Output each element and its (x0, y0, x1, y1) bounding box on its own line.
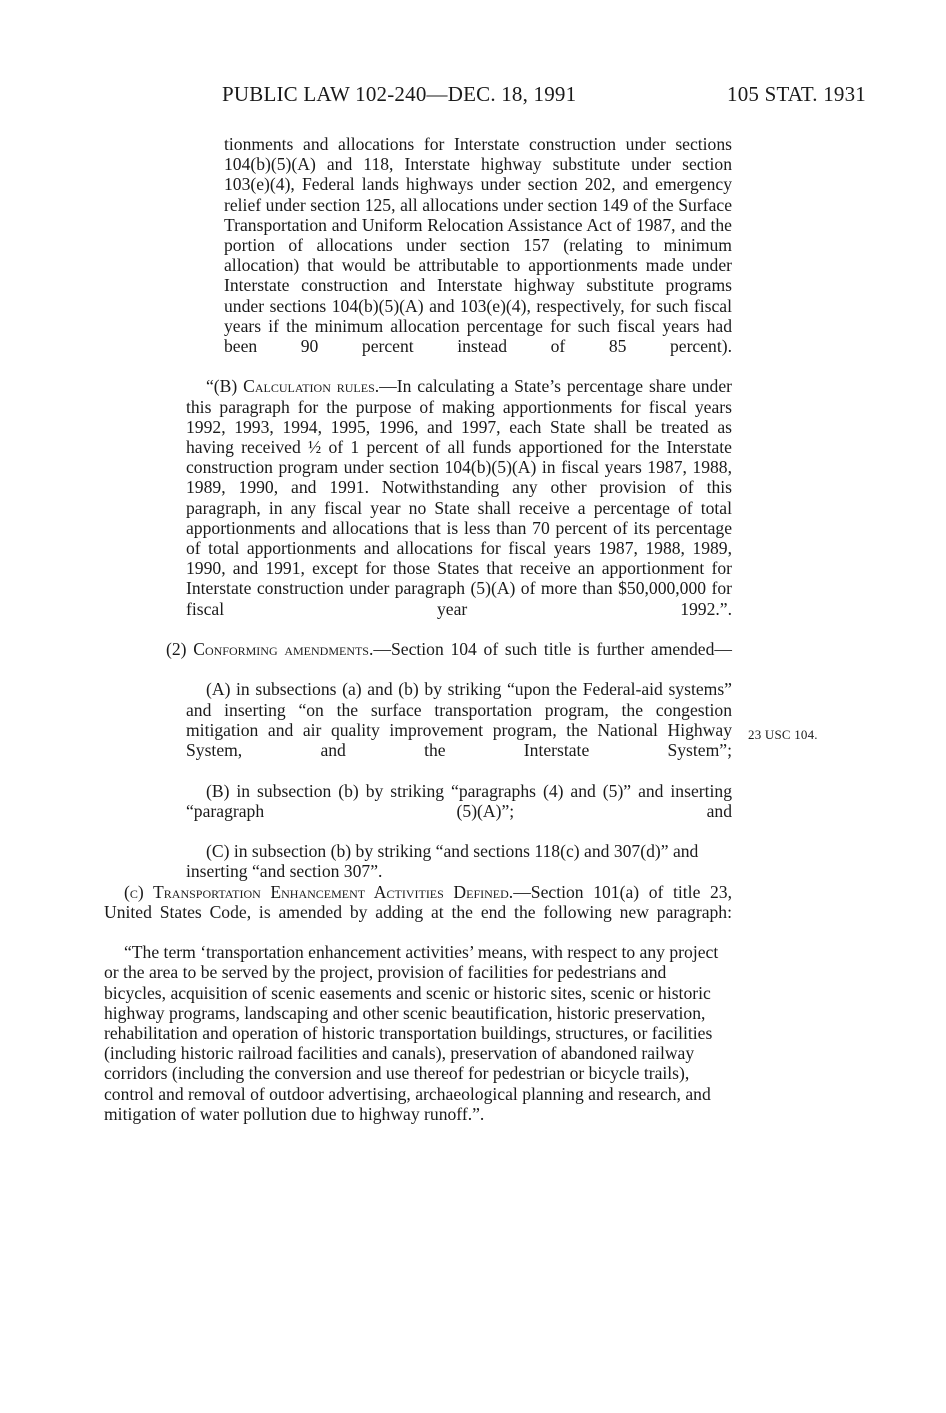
heading-calculation-rules: “(B) Calculation rules. (206, 376, 380, 397)
paragraph-calculation-rules: “(B) Calculation rules.—In calculating a State’s percentage share under this paragraph for the purpose of making apportionments for fiscal years 1992, 1993, 1994, 1995, 1996, and 1997, each State shall be treated as having received ½ of 1 percent of all funds apportioned for the Interstate construction program under section 104(b)(5)(A) in fiscal years 1987, 1988, 1989, 1990, and 1991. Notwithstanding any other provision of this paragraph, in any fiscal year no State shall receive a percentage of total apportionments and allocations that is less than 70 percent of its percentage of total apportionments and allocations for fiscal years 1987, 1988, 1989, 1990, and 1991, except for those States that receive an apportionment for Interstate construction under paragraph (5)(A) of more than $50,000,000 for fiscal year 1992.”. (186, 376, 733, 619)
header-stat-page: 105 STAT. 1931 (727, 82, 866, 106)
paragraph-subsection-c: (C) in subsection (b) by striking “and sections 118(c) and 307(d)” and inserting “and section 307”. (186, 841, 699, 882)
paragraph-apportionments: tionments and allocations for Interstate construction under sections 104(b)(5)(A) and 118, Interstate highway substitute under section 103(e)(4), Federal lands highways under section 202, and emergency relief under section 125, all allocations under section 149 of the Surface Transportation and Uniform Relocation Assistance Act of 1987, and the portion of allocations under section 157 (relating to minimum allocation) that would be attributable to apportionments made under Interstate construction and Interstate highway substitute programs under sections 104(b)(5)(A) and 103(e)(4), respectively, for such fiscal years if the minimum allocation percentage for such fiscal years had been 90 percent instead of 85 percent). (224, 134, 732, 357)
paragraph-enhancement-activities: (c) Transportation Enhancement Activities Defined.—Section 101(a) of title 23, United States Code, is amended by adding at the end the following new paragraph: (104, 881, 732, 922)
body-text (104, 134, 732, 1124)
heading-enhancement-activities: (c) Transportation Enhancement Activities Defined. (124, 881, 514, 902)
header-law-citation: PUBLIC LAW 102-240—DEC. 18, 1991 (222, 82, 577, 106)
paragraph-subsection-b: (B) in subsection (b) by striking “paragraphs (4) and (5)” and inserting “paragraph (5)(A)”; and (186, 780, 732, 821)
paragraph-conforming-amendments: (2) Conforming amendments.—Section 104 of such title is further amended— (166, 639, 732, 660)
heading-conforming-amendments: (2) Conforming amendments. (166, 639, 374, 660)
margin-note-usc: 23 USC 104. (748, 727, 818, 742)
page-header (222, 82, 866, 116)
paragraph-subsection-a: (A) in subsections (a) and (b) by striking “upon the Federal-aid systems” and inserting “on the surface transportation program, the congestion mitigation and air quality improvement program, the National Highway System, and the Interstate System”; (186, 679, 732, 761)
paragraph-definition: “The term ‘transportation enhancement activities’ means, with respect to any project or the area to be served by the project, provision of facilities for pedestrians and bicycles, acquisition of scenic easements and scenic or historic sites, scenic or historic highway programs, landscaping and other scenic beautification, historic preservation, rehabilitation and operation of historic transportation buildings, structures, or facilities (including historic railroad facilities and canals), preservation of abandoned railway corridors (including the conversion and use thereof for pedestrian or bicycle trails), control and removal of outdoor advertising, archaeological planning and research, and mitigation of water pollution due to highway runoff.”. (104, 942, 719, 1124)
